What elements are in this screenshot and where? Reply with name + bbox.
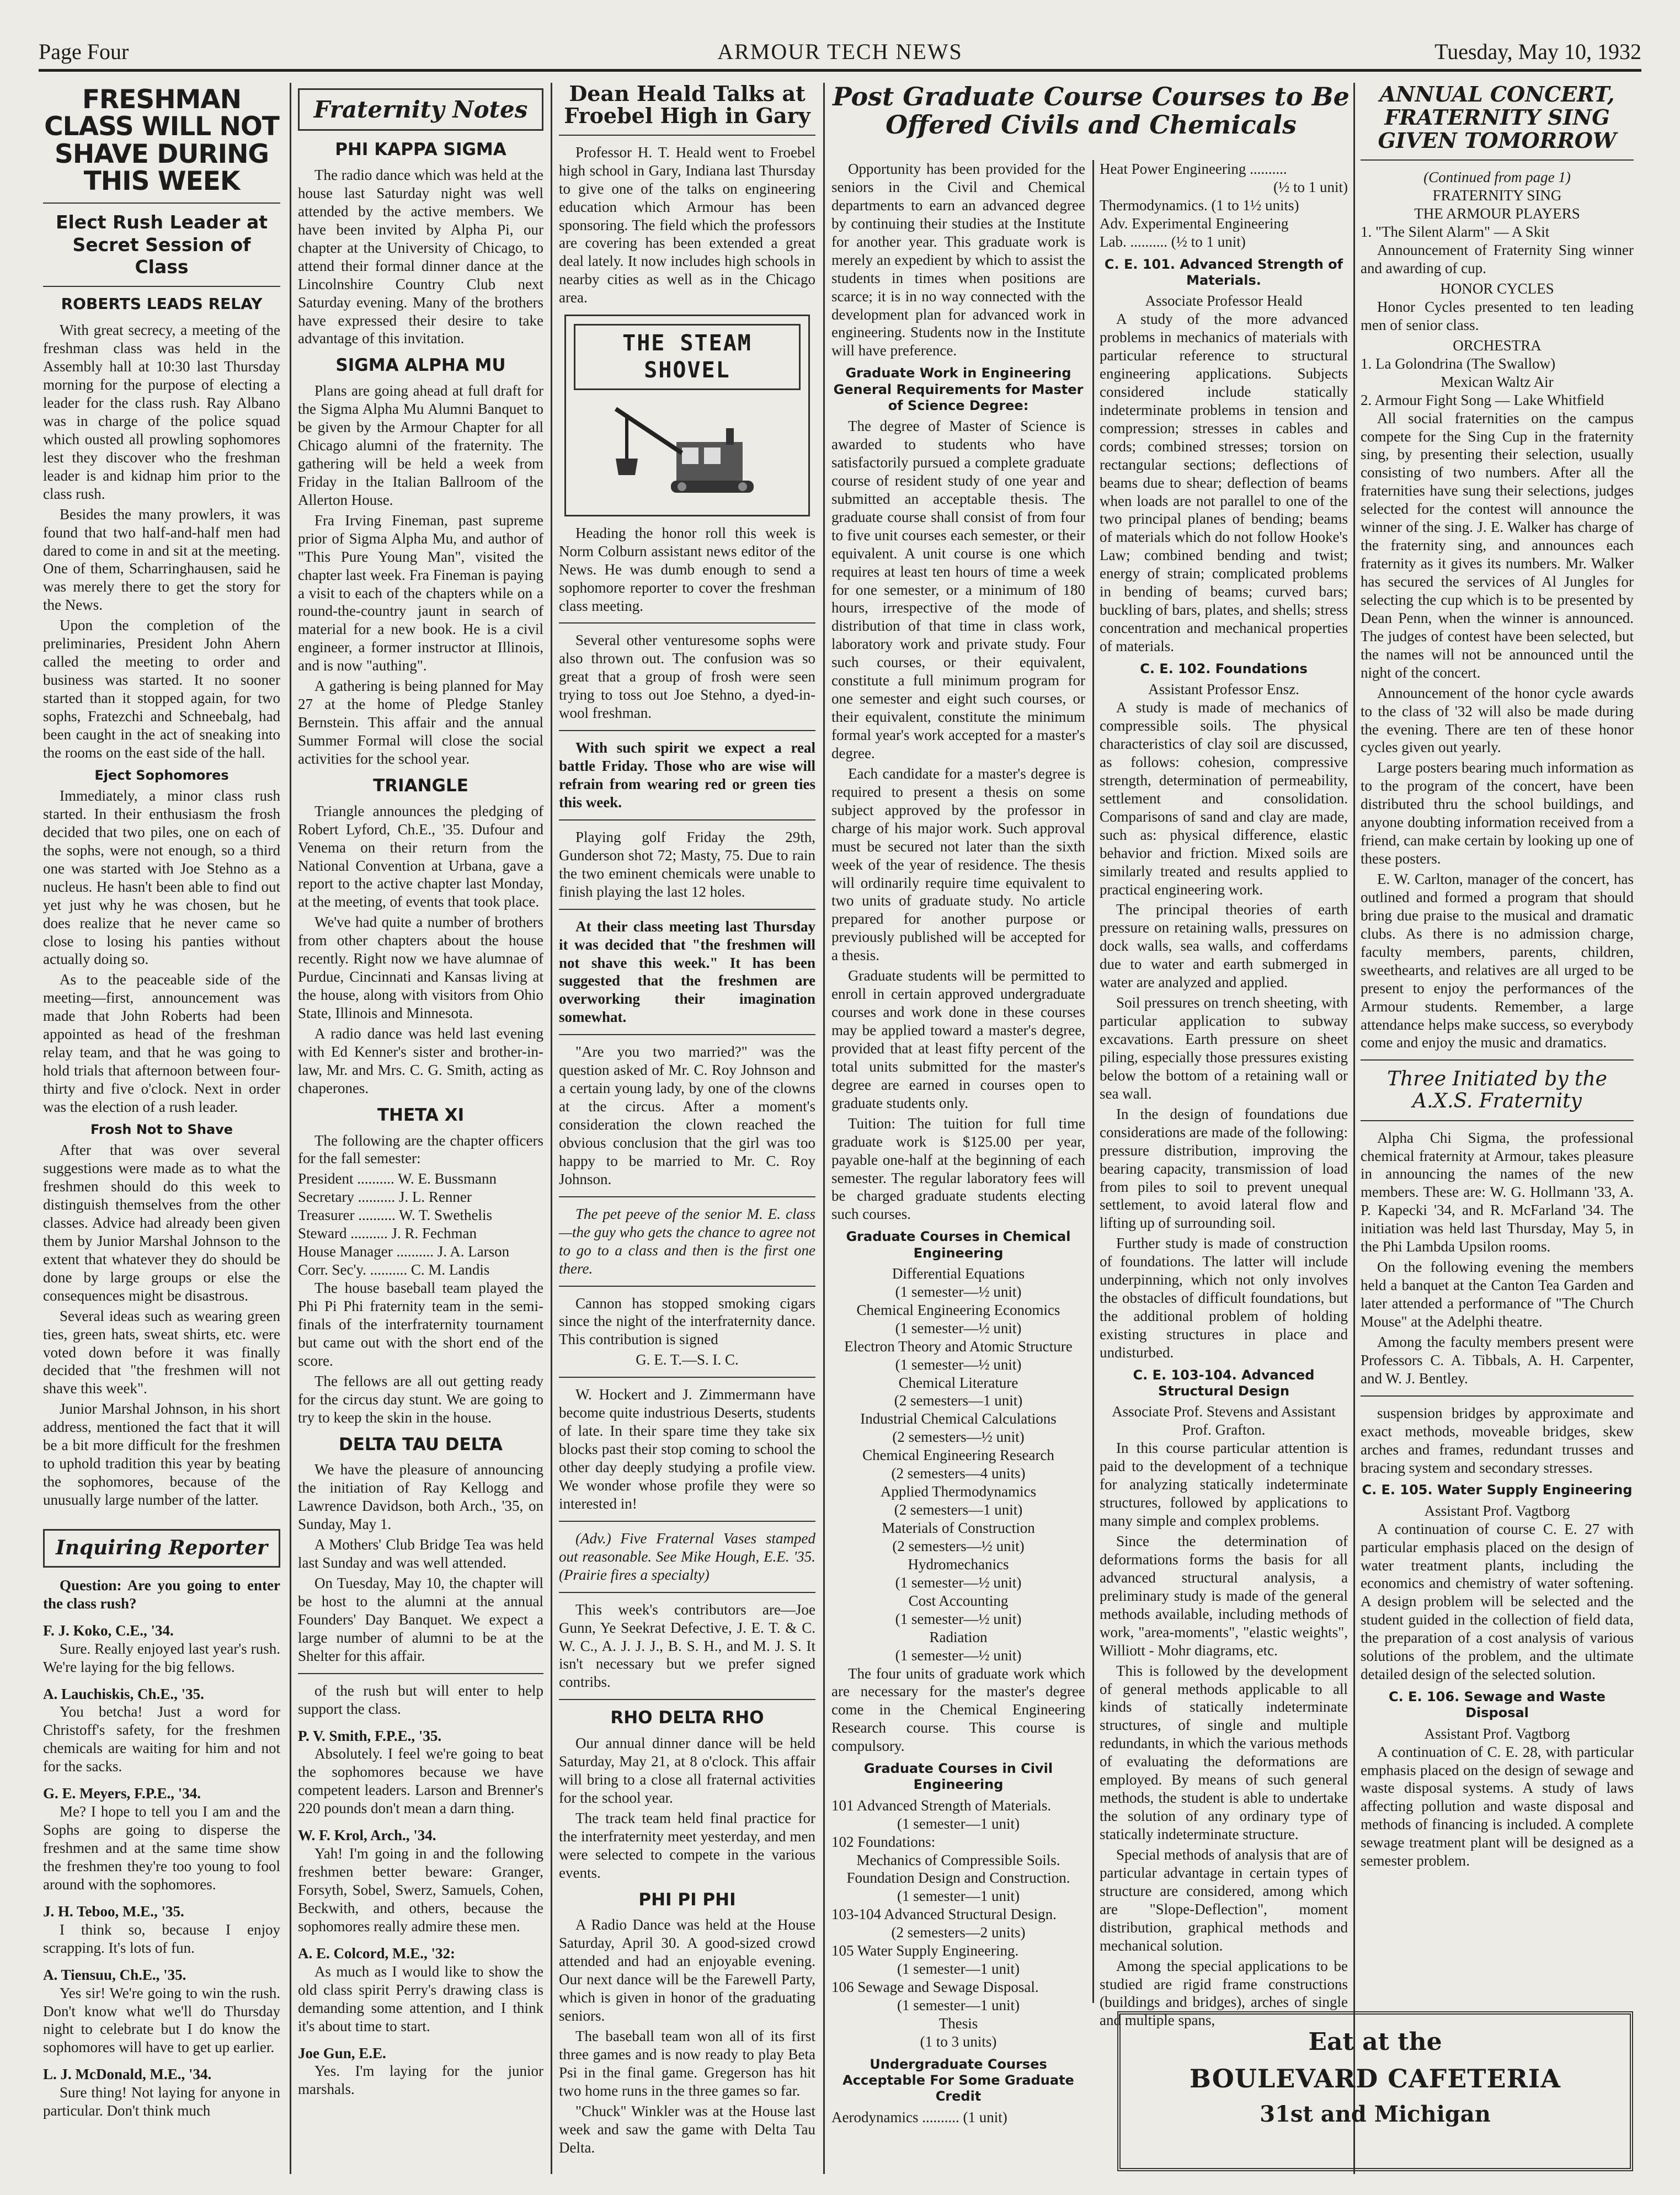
column-rule	[823, 83, 825, 2174]
respondent-answer: I think so, because I enjoy scrapping. It's lots of fun.	[43, 1921, 280, 1956]
article-paragraph: The baseball team won all of its first three games and is now ready to play Beta Psi in the final game. Gregerson has hit two home runs in the three games so far.	[559, 2028, 815, 2099]
respondent-answer: Sure thing! Not laying for anyone in particular. Don't think much	[43, 2084, 280, 2119]
ad-line: Eat at the	[1308, 2028, 1442, 2056]
divider	[559, 1521, 815, 1522]
course-line: (1 semester—½ unit)	[895, 1647, 1022, 1664]
article-paragraph: As to the peaceable side of the meeting—first, announcement was made that John Roberts had been appointed as head of the freshman relay team, and that he was going to hold trials that afternoon between four-thirty and five o'clock. Next in order was the election of a rush leader.	[43, 971, 280, 1115]
ad-line: BOULEVARD CAFETERIA	[1189, 2064, 1561, 2093]
article-paragraph: Plans are going ahead at full draft for the Sigma Alpha Mu Alumni Banquet to be given by the Armour Chapter for all Chicago alumni of the fraternity. The gathering will be held a week from Friday in the Italian Ballroom of the Allerton House.	[298, 382, 543, 508]
article-paragraph: Large posters bearing much information as to the program of the concert, have been distributed thru the school buildings, and anyone doubting information received from a friend, can make certain by looking up one of these posters.	[1361, 759, 1634, 867]
headline-axs: Three Initiated by the A.X.S. Fraternity	[1387, 1068, 1607, 1112]
program-head: ORCHESTRA	[1453, 337, 1542, 354]
divider	[1361, 1120, 1634, 1121]
article-paragraph: Junior Marshal Johnson, in his short address, mentioned the fact that it will be a bit more difficult for the freshmen to uphold tradition this year by beating the sophomores, because of the unusually large number of the latter.	[43, 1400, 280, 1508]
masthead	[39, 22, 1641, 72]
section-head-ce106: C. E. 106. Sewage and Waste Disposal	[1389, 1689, 1606, 1721]
article-paragraph: In the design of foundations due considerations are made of the following: pressure distribution, improving the bearing capacity, transmission of load from piles to soil to prevent unequal settlement, to avoid lateral flow and lifting up of surrounding soil.	[1100, 1105, 1348, 1232]
course-line: Adv. Experimental Engineering	[1100, 215, 1289, 232]
divider	[298, 1673, 543, 1674]
column-post-graduate-1	[831, 160, 1085, 2174]
subhead-relay: ROBERTS LEADS RELAY	[61, 295, 263, 313]
section-head-ce101: C. E. 101. Advanced Strength of Materials.	[1104, 256, 1343, 288]
course-line: Aerodynamics .......... (1 unit)	[831, 2108, 1007, 2125]
article-paragraph: The degree of Master of Science is awarded to students who have satisfactorily pursued a complete graduate course of resident study of one year and submitted an acceptable thesis. The graduate course shall consist of from four to five unit courses each semester, or their equivalent. A unit course is one which requires at least ten hours of time a week for one semester, or a minimum of 180 hours, irrespective of the mode of distribution of that time in class work, laboratory work and private study. Four such courses, or their equivalent, constitute a full minimum program for one semester and eight such courses, or their equivalent, constitute the minimum formal year's work accepted for a master's degree.	[831, 418, 1085, 761]
article-paragraph: Since the determination of deformations forms the basis for all advanced structural analysis, a preliminary study is made of the general methods available, including methods of work, "area-moments", "elastic weights", Williott - Mohr diagrams, etc.	[1100, 1533, 1348, 1659]
section-head-frosh: Frosh Not to Shave	[90, 1121, 233, 1137]
column-item: Cannon has stopped smoking cigars since the night of the interfraternity dance. This contribution is signed	[559, 1294, 815, 1348]
officer-line: President .......... W. E. Bussmann	[298, 1170, 497, 1187]
newspaper-name: ARMOUR TECH NEWS	[717, 39, 963, 64]
column-item: "Are you two married?" was the question asked of Mr. C. Roy Johnson and a certain young lady, by one of the clowns at the circus. After a moment's consideration the clown reached the obvious conclusion that the girl was too happy to be married to Mr. C. Roy Johnson.	[559, 1043, 815, 1187]
article-paragraph: The four units of graduate work which are necessary for the master's degree come in the Chemical Engineering Research course. This course is compulsory.	[831, 1665, 1085, 1755]
divider	[559, 1034, 815, 1035]
course-line: 101 Advanced Strength of Materials.	[831, 1797, 1052, 1814]
course-line: Mechanics of Compressible Soils.	[856, 1851, 1060, 1868]
section-head-triangle: TRIANGLE	[373, 775, 468, 796]
respondent-name: J. H. Teboo, M.E., '35.	[43, 1903, 184, 1920]
section-head-dtd: DELTA TAU DELTA	[338, 1434, 503, 1455]
course-line: (2 semesters—½ unit)	[892, 1429, 1025, 1446]
divider	[1361, 1059, 1634, 1061]
course-line: Chemical Engineering Research	[862, 1447, 1054, 1464]
steam-shovel-box	[564, 315, 810, 516]
course-line: Heat Power Engineering ..........	[1100, 161, 1287, 177]
column-signature: G. E. T.—S. I. C.	[636, 1351, 739, 1368]
course-line: (1 semester—1 unit)	[897, 1815, 1020, 1832]
program-line: Honor Cycles presented to ten leading men of senior class.	[1361, 298, 1634, 333]
article-paragraph: A study of the more advanced problems in mechanics of materials with particular reference to structural engineering applications. Subjects considered include statically indeterminate problems in tension and compression; stresses in cables and cords; combined stresses; torsion on rectangular sections; deflections of beams due to shear; deflection of beams when loads are not parallel to one of the two principal planes of bending; beams of materials which do not follow Hooke's Law; combined bending and twist; energy of strain; complicated problems in bending of beams; curved bars; buckling of bars, plates, and shells; stress concentration and mechanical properties of materials.	[1100, 311, 1348, 655]
course-line: Electron Theory and Atomic Structure	[844, 1338, 1073, 1355]
article-paragraph: Fra Irving Fineman, past supreme prior of Sigma Alpha Mu, and author of "This Pure Young Man", visited the chapter last week. Fra Fineman is paying a visit to each of the chapters while on a round-the-country jaunt in search of material for a new book. He is a civil engineer, a former instructor at Illinois, and is now "authing".	[298, 512, 543, 674]
respondent-answer: Me? I hope to tell you I am and the Sophs are going to disperse the freshmen and at the same time show the freshmen they're too young to fool around with the sophomores.	[43, 1803, 280, 1893]
course-line: (1 semester—½ unit)	[895, 1356, 1022, 1373]
article-paragraph: In this course particular attention is paid to the development of a technique for analyzing statically indeterminate structures, followed by applications to many simple and complex problems.	[1100, 1440, 1348, 1530]
course-line: (2 semesters—4 units)	[891, 1465, 1026, 1482]
respondent-answer: As much as I would like to show the old class spirit Perry's drawing class is demanding some attention, and I think it's about time to start.	[298, 1963, 543, 2034]
article-paragraph: Announcement of the honor cycle awards to the class of '32 will also be made during the evening. There are ten of these honor cycles given out yearly.	[1361, 684, 1634, 756]
column-item: Several other venturesome sophs were also thrown out. The confusion was so great that a group of frosh were seen trying to toss out Joe Stehno, a dyed-in-wool freshman.	[559, 632, 815, 722]
course-line: (2 semesters—1 unit)	[894, 1501, 1023, 1519]
officer-line: Treasurer .......... W. T. Swethelis	[298, 1207, 492, 1224]
respondent-name: G. E. Meyers, F.P.E., '34.	[43, 1785, 201, 1802]
article-paragraph: Among the faculty members present were Professors C. A. Tibbals, A. H. Carpenter, and W. J. Bentley.	[1361, 1333, 1634, 1387]
course-line: (1 semester—½ unit)	[895, 1574, 1022, 1591]
course-line: 103-104 Advanced Structural Design.	[831, 1906, 1057, 1923]
column-item: (Adv.) Five Fraternal Vases stamped out reasonable. See Mike Hough, E.E. '35. (Prairie fires a specialty)	[559, 1530, 815, 1583]
program-line: Mexican Waltz Air	[1441, 373, 1554, 390]
professor-name: Assistant Prof. Vagtborg	[1424, 1502, 1570, 1519]
course-line: (1 semester—½ unit)	[895, 1610, 1022, 1627]
cafeteria-ad	[1117, 2011, 1633, 2171]
section-head-ce103: C. E. 103-104. Advanced Structural Design	[1133, 1367, 1315, 1399]
column-concert	[1361, 83, 1634, 1997]
article-paragraph: A radio dance was held last evening with Ed Kenner's sister and brother-in-law, Mr. and Mrs. C. G. Smith, acting as chaperones.	[298, 1025, 543, 1096]
article-paragraph: Among the special applications to be studied are rigid frame constructions (buildings and bridges), arches of single and multiple spans,	[1100, 1957, 1348, 2029]
course-line: 106 Sewage and Sewage Disposal.	[831, 1979, 1039, 1996]
respondent-answer: Sure. Really enjoyed last year's rush. We're laying for the big fellows.	[43, 1640, 280, 1675]
section-head-eject: Eject Sophomores	[94, 767, 229, 783]
headline-concert: ANNUAL CONCERT, FRATERNITY SING GIVEN TOMORROW	[1378, 82, 1617, 153]
respondent-name: Joe Gun, E.E.	[298, 2044, 386, 2061]
headline-dean-heald: Dean Heald Talks at Froebel High in Gary	[564, 81, 810, 128]
article-paragraph: Immediately, a minor class rush started. In their enthusiasm the frosh decided that two piles, one on each of the sophs, were not enough, so a third one was started with Joe Stehno as a nucleus. He hasn't been able to find out yet just why he was chosen, but he does realize that he never came so close to losing his panties without actually doing so.	[43, 787, 280, 968]
course-line: (1 semester—½ unit)	[895, 1283, 1022, 1300]
headline-freshman: FRESHMAN CLASS WILL NOT SHAVE DURING THIS WEEK	[44, 84, 279, 197]
column-item: At their class meeting last Thursday it was decided that "the freshmen will not shave this week." It has been suggested that the freshmen are overworking their imagination somewhat.	[559, 918, 815, 1026]
column-fraternity-notes	[298, 83, 543, 2174]
civil-course-list	[831, 1797, 1085, 2051]
column-rule	[551, 83, 552, 2174]
course-line: Materials of Construction	[882, 1520, 1035, 1537]
officer-line: Corr. Sec'y. .......... C. M. Landis	[298, 1261, 490, 1278]
course-line: Industrial Chemical Calculations	[860, 1410, 1057, 1427]
column-item: W. Hockert and J. Zimmermann have become quite industrious Deserts, students of late. In their spare time they take six blocks past their stop coming to school the other day deeply studying a profile view. We wonder whose profile they were so interested in!	[559, 1386, 815, 1512]
professor-name: Associate Prof. Stevens and Assistant Prof. Grafton.	[1112, 1403, 1336, 1439]
program-line: 2. Armour Fight Song — Lake Whitfield	[1361, 391, 1604, 408]
column-item: Heading the honor roll this week is Norm Colburn assistant news editor of the News. He was dumb enough to send a sophomore reporter to cover the freshman class meeting.	[559, 524, 815, 614]
article-paragraph: Graduate students will be permitted to enroll in certain approved undergraduate courses and work done in these courses may be applied toward a master's degree, provided that at least fifty percent of the total units submitted for the master's degree are earned in courses open to graduate students only.	[831, 967, 1085, 1111]
article-paragraph: The house baseball team played the Phi Pi Phi fraternity team in the semi-finals of the interfraternity tournament but came out with the short end of the score.	[298, 1280, 543, 1369]
article-paragraph: Further study is made of construction of foundations. The latter will include underpinning, which not only involves the obstacles of difficult foundations, but the additional problem of holding existing structures in place and undisturbed.	[1100, 1235, 1348, 1361]
respondent-answer: Yes. I'm laying for the junior marshals.	[298, 2063, 543, 2098]
page-number: Page Four	[39, 39, 129, 64]
respondent-answer: You betcha! Just a word for Christoff's safety, for the freshmen chemicals are waiting for him and not for the sacks.	[43, 1703, 280, 1775]
article-paragraph: The track team held final practice for the interfraternity meet yesterday, and men were selected to compete in the various events.	[559, 1809, 815, 1881]
column-item: The pet peeve of the senior M. E. class—the guy who gets the chance to agree not to go to a class and then is the first one there.	[559, 1205, 815, 1277]
course-line: Chemical Engineering Economics	[856, 1301, 1060, 1318]
course-line: Applied Thermodynamics	[880, 1483, 1037, 1500]
divider	[43, 286, 280, 287]
respondent-name: P. V. Smith, F.P.E., '35.	[298, 1727, 442, 1744]
article-paragraph: E. W. Carlton, manager of the concert, has outlined and formed a program that should bring due praise to the musical and dramatic clubs. As there is no admission charge, faculty members, parents, children, sweethearts, and relatives are all urged to be present to enjoy the performances of the Armour students. Remember, a large attendance helps make success, so everybody come and enjoy the music and dramatics.	[1361, 871, 1634, 1051]
divider	[559, 1592, 815, 1593]
course-line: 102 Foundations:	[831, 1833, 936, 1850]
divider	[1361, 159, 1634, 161]
article-paragraph: A Mothers' Club Bridge Tea was held last Sunday and was well attended.	[298, 1536, 543, 1571]
program-head: THE ARMOUR PLAYERS	[1414, 205, 1580, 222]
course-line: Thermodynamics. (1 to 1½ units)	[1100, 196, 1299, 214]
column-item: This week's contributors are—Joe Gunn, Ye Seekrat Defective, J. E. T. & C. W. C., A. J. J. J., B. S. H., and M. J. S. It isn't necessary but we prefer signed contribs.	[559, 1601, 815, 1691]
article-paragraph: A study is made of mechanics of compressible soils. The physical characteristics of clay soil are discussed, as follows: cohesion, compressive strength, determination of permeability, settlement and consolidation. Comparisons of sand and clay are made, such as: physical difference, elastic behavior and friction. Mixed soils are similarly treated and results applied to practical engineering work.	[1100, 699, 1348, 898]
steam-shovel-illustration	[574, 398, 801, 507]
divider	[559, 622, 815, 624]
officer-line: House Manager .......... J. A. Larson	[298, 1243, 510, 1260]
officer-line: Secretary .......... J. L. Renner	[298, 1189, 472, 1206]
program-line: 1. "The Silent Alarm" — A Skit	[1361, 223, 1550, 241]
course-line: Thesis	[938, 2015, 978, 2032]
divider	[559, 1196, 815, 1197]
article-paragraph: Alpha Chi Sigma, the professional chemical fraternity at Armour, takes pleasure in announcing the names of the new members. These are: W. G. Hollmann '33, A. P. Kapecki '34, and R. McFarland '34. The initiation was held last Thursday, May 5, in the Phi Lambda Upsilon rooms.	[1361, 1129, 1634, 1255]
article-paragraph: Special methods of analysis that are of particular advantage in certain types of structure are considered, among which are "Slope-Deflection", moment distribution, graphical methods and mechanical solution.	[1100, 1846, 1348, 1954]
officer-line: Steward .......... J. R. Fechman	[298, 1225, 477, 1242]
course-line: (1 semester—1 unit)	[897, 1997, 1020, 2014]
section-head-civil: Graduate Courses in Civil Engineering	[863, 1761, 1053, 1793]
fraternity-notes-head: Fraternity Notes	[298, 88, 543, 131]
subhead-rush-leader: Elect Rush Leader at Secret Session of Class	[55, 211, 268, 278]
ad-line: 31st and Michigan	[1260, 2101, 1491, 2127]
article-paragraph: A continuation of C. E. 28, with particular emphasis placed on the design of sewage and waste disposal systems. A study of laws affecting pollution and waste disposal and methods of financing is included. A complete sewage treatment plant will be designed as a semester problem.	[1361, 1743, 1634, 1869]
course-line: (2 semesters—2 units)	[891, 1924, 1026, 1941]
article-paragraph: After that was over several suggestions were made as to what the freshmen should do this week to distinguish themselves from the other classes. Advice had already been given them by Junior Marshal Johnson to the extent that whatever they do should be done by large groups or else the consequences might be disastrous.	[43, 1142, 280, 1304]
column-steam-shovel	[559, 83, 815, 2174]
column-post-graduate-2	[1100, 160, 1348, 2029]
professor-name: Assistant Prof. Vagtborg	[1424, 1725, 1570, 1742]
section-head-ppp: PHI PI PHI	[638, 1889, 736, 1910]
column-rule	[290, 83, 291, 2174]
article-paragraph: The radio dance which was held at the house last Saturday night was well attended by the active members. We have been invited by Alpha Pi, our chapter at the University of Chicago, to attend their formal dinner dance at the Lincolnshire Country Club next Saturday evening. Many of the brothers have expressed their desire to take advantage of this invitation.	[298, 167, 543, 347]
article-paragraph: All social fraternities on the campus compete for the Sing Cup in the fraternity sing, by presenting their selection, usually consisting of two numbers. After all the fraternities have sung their selections, judges selected for the contest will announce the winner of the sing. J. E. Walker has charge of the fraternity sing, and announces each fraternity as it gives its numbers. Mr. Walker has secured the services of Al Jungles for selecting the cup which is to be presented by Dean Penn, when the winner is announced. The judges of contest have been selected, but the names will not be announced until the night of the concert.	[1361, 409, 1634, 681]
program-line: Announcement of Fraternity Sing winner and awarding of cup.	[1361, 242, 1634, 277]
article-paragraph: Upon the completion of the preliminaries, President John Ahern called the meeting to order and business was started. It no sooner started than it stopped again, for two sophs, Fratezchi and Schneebalg, had been caught in the act of sneaking into the rooms on the east side of the hall.	[43, 617, 280, 761]
divider	[43, 203, 280, 204]
column-item: With such spirit we expect a real battle Friday. Those who are wise will refrain from wearing red or green ties this week.	[559, 739, 815, 811]
course-line: (1 semester—½ unit)	[895, 1319, 1022, 1336]
course-line: Lab. .......... (½ to 1 unit)	[1100, 233, 1246, 250]
article-paragraph: of the rush but will enter to help support the class.	[298, 1682, 543, 1717]
respondent-name: A. Tiensuu, Ch.E., '35.	[43, 1966, 186, 1983]
section-head-pks: PHI KAPPA SIGMA	[335, 140, 506, 160]
article-paragraph: A continuation of course C. E. 27 with particular emphasis placed on the design of water treatment plants, including the economics and chemistry of water softening. A design problem will be selected and the student guided in the collection of field data, the preparation of a cost analysis of various solutions of the problem, and the ultimate detailed design of the selected solution.	[1361, 1520, 1634, 1683]
article-paragraph: The following are the chapter officers for the fall semester:	[298, 1132, 543, 1167]
respondent-answer: Yah! I'm going in and the following freshmen better beware: Granger, Forsyth, Sobel, Swerz, Samuels, Cohen, Beckwith, and others, because the sophomores really admire these men.	[298, 1845, 543, 1935]
article-paragraph: On Tuesday, May 10, the chapter will be host to the alumni at the annual Founders' Day Banquet. We expect a large number of alumni to be at the Shelter for this affair.	[298, 1574, 543, 1664]
officer-list	[298, 1170, 543, 1279]
course-line: Radiation	[929, 1628, 988, 1645]
column-rule	[1353, 83, 1355, 2174]
section-head-graduate-work: Graduate Work in Engineering General Requirements for Master of Science Degree:	[833, 365, 1084, 413]
course-line: Chemical Literature	[898, 1374, 1018, 1391]
course-line: Cost Accounting	[908, 1592, 1009, 1609]
respondent-name: L. J. McDonald, M.E., '34.	[43, 2066, 212, 2083]
section-head-sam: SIGMA ALPHA MU	[335, 355, 506, 376]
course-line: (2 semesters—1 unit)	[894, 1392, 1023, 1409]
article-paragraph: Each candidate for a master's degree is required to present a thesis on some subject approved by the professor in charge of his major work. Such approval must be secured not later than the sixth week of the year of residence. The thesis will ordinarily require time equivalent to two units of graduate study. No article prepared for another purpose or previously published will be accepted for a thesis.	[831, 765, 1085, 964]
course-line: Foundation Design and Construction.	[846, 1869, 1070, 1887]
article-paragraph: Triangle announces the pledging of Robert Lyford, Ch.E., '35. Dufour and Venema on their return from the National Convention at Urbana, gave a report to the active chapter last Monday, at the meeting, of events that took place.	[298, 802, 543, 910]
divider	[559, 730, 815, 731]
respondent-name: A. E. Colcord, M.E., '32:	[298, 1944, 455, 1962]
article-paragraph: Besides the many prowlers, it was found that two half-and-half men had dared to come in and sit at the meeting. One of them, Scharringhausen, said he was merely there to get the story for the News.	[43, 505, 280, 614]
divider	[559, 1286, 815, 1287]
divider	[559, 135, 815, 136]
divider	[559, 1699, 815, 1700]
divider	[559, 909, 815, 910]
course-line: (1 to 3 units)	[920, 2033, 997, 2050]
section-head-ce105: C. E. 105. Water Supply Engineering	[1362, 1482, 1633, 1498]
article-paragraph: Opportunity has been provided for the seniors in the Civil and Chemical departments to earn an advanced degree by continuing their studies at the Institute for another year. This graduate work is merely an expedient by which to assist the students in times when positions are scarce; it is in no way connected with the development plan for advanced work in engineering. Students now in the Institute will have preference.	[831, 161, 1085, 359]
course-line: Hydromechanics	[908, 1555, 1009, 1573]
issue-date: Tuesday, May 10, 1932	[1434, 39, 1641, 64]
respondent-name: A. Lauchiskis, Ch.E., '35.	[43, 1685, 204, 1702]
article-paragraph: suspension bridges by approximate and exact methods, moveable bridges, skew arches and frames, redundant trusses and bracing system and secondary stresses.	[1361, 1404, 1634, 1476]
professor-name: Associate Professor Heald	[1145, 292, 1303, 310]
course-line: (1 semester—1 unit)	[897, 1888, 1020, 1905]
reporter-question: Question: Are you going to enter the class rush?	[43, 1576, 280, 1612]
course-line: (1 semester—1 unit)	[897, 1960, 1020, 1978]
headline-post-graduate: Post Graduate Course Courses to Be Offered Civils and Chemicals	[833, 82, 1350, 140]
course-line: Differential Equations	[892, 1265, 1025, 1282]
article-paragraph: Our annual dinner dance will be held Saturday, May 21, at 8 o'clock. This affair will bring to a close all fraternal activities for the school year.	[559, 1735, 815, 1806]
course-line: (½ to 1 unit)	[1273, 178, 1348, 195]
article-paragraph: Several ideas such as wearing green ties, green hats, sweat shirts, etc. were voted down before it was finally decided that "the freshmen will not shave this week".	[43, 1307, 280, 1397]
divider	[559, 1377, 815, 1378]
respondent-answer: Absolutely. I feel we're going to beat the sophomores because we have competent leaders. Larson and Brenner's 220 pounds don't mean a darn thing.	[298, 1745, 543, 1817]
respondent-name: W. F. Krol, Arch., '34.	[298, 1827, 436, 1844]
divider	[1361, 1395, 1634, 1397]
column-rule	[1092, 160, 1094, 2003]
inquiring-reporter-head: Inquiring Reporter	[43, 1529, 280, 1568]
section-head-ce102: C. E. 102. Foundations	[1140, 660, 1308, 676]
course-line: 105 Water Supply Engineering.	[831, 1942, 1019, 1959]
article-paragraph: "Chuck" Winkler was at the House last week and saw the game with Delta Tau Delta.	[559, 2102, 815, 2156]
respondent-answer: Yes sir! We're going to win the rush. Don't know what we'll do Thursday night to celebrate but I do know the sophomores will have to get up earlier.	[43, 1984, 280, 2056]
continued-note: (Continued from page 1)	[1423, 169, 1571, 186]
steam-shovel-title: THE STEAM SHOVEL	[574, 324, 801, 390]
article-paragraph: This is followed by the development of general methods applicable to all kinds of statically indeterminate structures, of single and multiple redundants, in which the various methods of evaluating the deformations are employed. By means of such general methods, the student is able to undertake the solution of any ordinary type of statically indeterminate structure.	[1100, 1662, 1348, 1843]
article-paragraph: A gathering is being planned for May 27 at the home of Pledge Stanley Bernstein. This affair and the annual Summer Formal will close the social activities for the school year.	[298, 678, 543, 767]
qa-list	[43, 1622, 280, 2120]
column-freshman	[43, 83, 280, 2174]
section-head-theta: THETA XI	[377, 1105, 465, 1125]
article-paragraph: Soil pressures on trench sheeting, with particular application to subway excavations. Earth pressure on sheet piling, especially those pressures existing below the bottom of a retaining wall or sea wall.	[1100, 994, 1348, 1102]
article-paragraph: We have the pleasure of announcing the initiation of Ray Kellogg and Lawrence Davidson, both Arch., '35, on Sunday, May 1.	[298, 1461, 543, 1533]
article-paragraph: On the following evening the members held a banquet at the Canton Tea Garden and later attended a performance of "The Church Mouse" at the Adelphi theatre.	[1361, 1259, 1634, 1330]
article-paragraph: We've had quite a number of brothers from other chapters about the house recently. Right now we have alumnae of Purdue, Cincinnati and Kansas living at the house, along with visitors from Ohio State, Illinois and Minnesota.	[298, 914, 543, 1022]
divider	[559, 819, 815, 821]
course-line: (2 semesters—½ unit)	[892, 1537, 1025, 1554]
section-head-rdr: RHO DELTA RHO	[610, 1708, 764, 1728]
article-paragraph: The fellows are all out getting ready for the circus day stunt. We are going to try to keep the skin in the house.	[298, 1372, 543, 1426]
program-line: 1. La Golondrina (The Swallow)	[1361, 355, 1556, 372]
section-head-undergrad: Undergraduate Courses Acceptable For Some Graduate Credit	[842, 2056, 1074, 2105]
program-head: FRATERNITY SING	[1432, 187, 1562, 204]
program-head: HONOR CYCLES	[1440, 280, 1554, 297]
respondent-name: F. J. Koko, C.E., '34.	[43, 1622, 174, 1639]
article-paragraph: The principal theories of earth pressure on retaining walls, pressures on dock walls, sea walls, and cofferdams due to water and earth submerged in water are analyzed and applied.	[1100, 901, 1348, 991]
section-head-chem: Graduate Courses in Chemical Engineering	[846, 1229, 1071, 1261]
chem-course-list	[831, 1265, 1085, 1665]
article-paragraph: Tuition: The tuition for full time graduate work is $125.00 per year, payable one-half at the beginning of each semester. The regular laboratory fees will be charged graduate students electing such courses.	[831, 1115, 1085, 1223]
article-paragraph: With great secrecy, a meeting of the freshman class was held in the Assembly hall at 10:30 last Thursday morning for the purpose of electing a leader for the class rush. Ray Albano was in charge of the police squad which ousted all prowling sophomores lest they discover who the freshman leader is and kidnap him prior to the class rush.	[43, 322, 280, 502]
article-paragraph: A Radio Dance was held at the House Saturday, April 30. A good-sized crowd attended and had an enjoyable evening. Our next dance will be the Farewell Party, which is given in honor of the graduating seniors.	[559, 1916, 815, 2024]
column-item: Playing golf Friday the 29th, Gunderson shot 72; Masty, 75. Due to rain the two eminent chemicals were unable to finish playing the last 12 holes.	[559, 828, 815, 900]
article-paragraph: Professor H. T. Heald went to Froebel high school in Gary, Indiana last Thursday to give one of the talks on engineering education which Armour has been sponsoring. The field which the professors are covering has been extended a great deal lately. It now includes high schools in nearby cities as well as in the Chicago area.	[559, 143, 815, 306]
professor-name: Assistant Professor Ensz.	[1148, 681, 1299, 698]
